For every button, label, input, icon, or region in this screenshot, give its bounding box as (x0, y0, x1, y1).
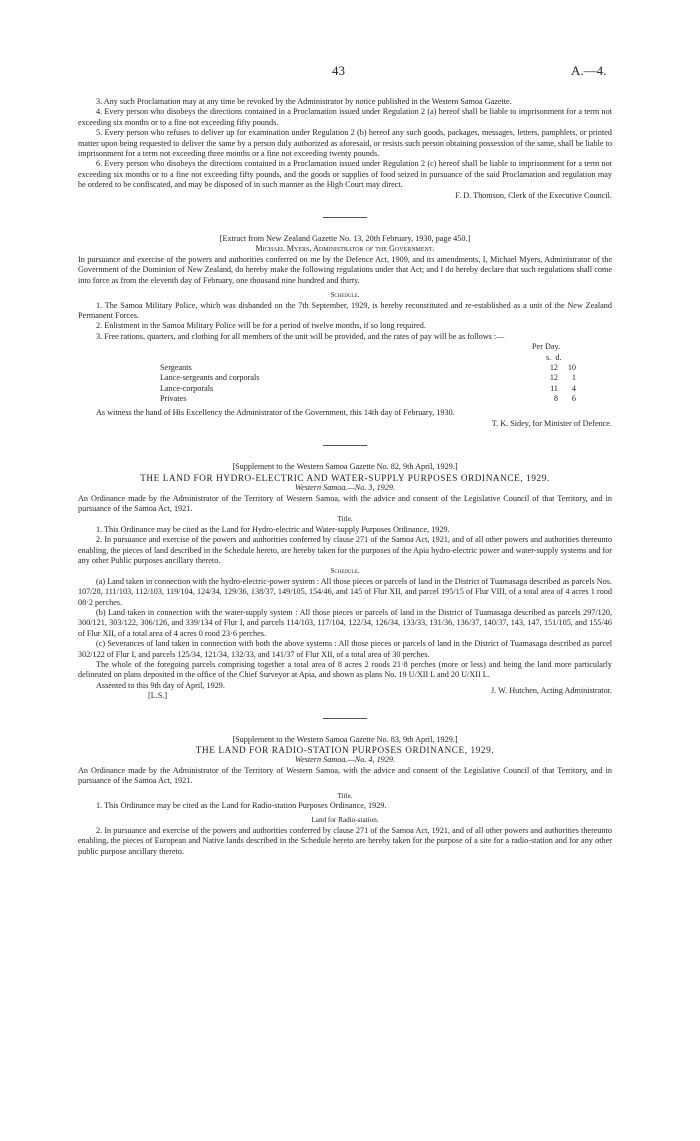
pence-cell: 1 (571, 373, 576, 383)
rank-cell: Lance-sergeants and corporals (160, 373, 260, 383)
ordinance-title: THE LAND FOR RADIO-STATION PURPOSES ORDINANCE, 1929. (195, 745, 495, 756)
schedule-item: 1. The Samoa Military Police, which was disbanded on the 7th September, 1929, is hereby reconstituted and re-established as a unit of the New Zealand Permanent Forces. (78, 300, 612, 320)
preamble: An Ordinance made by the Administrator of the Territory of Western Samoa, with the advice and consent of the Legislative Council of that Territory, and in pursuance of the Samoa Act, 1921. (78, 765, 612, 786)
per-day-label: Per Day. (532, 342, 561, 352)
paragraph: 1. This Ordinance may be cited as the Land for Radio-station Purposes Ordinance, 1929. (96, 801, 387, 811)
paragraph: 3. Any such Proclamation may at any time be revoked by the Administrator by notice published in the Western Samoa Gazette. (96, 97, 512, 106)
signature: T. K. Sidey, for Minister of Defence. (491, 418, 612, 428)
land-heading: Land for Radio-station. (311, 816, 379, 825)
signature: J. W. Hutchen, Acting Administrator. (491, 685, 612, 695)
shillings-cell: 12 (549, 362, 558, 372)
witness-line: As witness the hand of His Excellency the Administrator of the Government, this 14th day of February, 1930. (96, 408, 455, 418)
regulations-continuation (78, 97, 612, 201)
pence-cell: 10 (567, 362, 576, 372)
pence-cell: 4 (571, 383, 576, 393)
paragraph: 1. This Ordinance may be cited as the Land for Hydro-electric and Water-supply Purposes Ordinance, 1929. (96, 524, 450, 534)
rank-cell: Sergeants (160, 362, 192, 372)
rank-cell: Lance-corporals (160, 383, 214, 393)
document-reference: A.—4. (571, 63, 607, 78)
table-row (160, 394, 618, 404)
rank-cell: Privates (160, 394, 187, 404)
schedule-item: (b) Land taken in connection with the water-supply system : All those pieces or parcels of land in the District of Tuamasaga described as parcels 297/120, 300/121, 303/122, 306/126, and 339/134 of Flur I, and parcels 114/103, 117/104, 122/34, 126/34, 133/33, 131/36, 136/37, 140/37, 143, 147, 151/105, and 155/46 of Flur XII, of a total area of 4 acres 0 rood 23·6 perches. (78, 607, 612, 638)
paragraph: 5. Every person who refuses to deliver up for examination under Regulation 2 (b) hereof any such goods, packages, messages, letters, pamphlets, or printed matter upon being requested to deliver the same by a person duly authorized as aforesaid, or resists such person obtaining possession of the same, shall be liable to imprisonment for a term not exceeding three months or a fine not exceeding twenty pounds. (78, 128, 612, 159)
gazette-supplement-note: [Supplement to the Western Samoa Gazette No. 83, 9th April, 1929.] (232, 734, 458, 744)
page-body (78, 97, 612, 857)
military-police-regulations (78, 234, 612, 429)
signature: F. D. Thomson, Clerk of the Executive Council. (455, 190, 612, 200)
preamble: An Ordinance made by the Administrator of the Territory of Western Samoa, with the advice and consent of the Legislative Council of that Territory, and in pursuance of the Samoa Act, 1921. (78, 493, 612, 513)
intro-paragraph: In pursuance and exercise of the powers and authorities conferred on me by the Defence Act, 1909, and its amendments, I, Michael Myers, Administrator of the Government of the Dominion of New Zealand, do hereby make the following regulations under that Act; and I do hereby declare that such regulations shall come into force as from the eleventh day of February, one thousand nine hundred and thirty. (78, 254, 612, 285)
schedule-item: 2. Enlistment in the Samoa Military Police will be for a period of twelve months, if so long required. (96, 321, 426, 331)
assent-line: Assented to this 9th day of April, 1929. (96, 680, 225, 690)
page-number: 43 (332, 63, 345, 78)
seal-mark: [L.S.] (148, 691, 168, 701)
shillings-cell: 8 (553, 394, 558, 404)
schedule-item: 3. Free rations, quarters, and clothing for all members of the unit will be provided, and the rates of pay will be as follows :— (96, 331, 505, 341)
shillings-label: s. (546, 352, 552, 362)
title-heading: Title. (337, 791, 353, 800)
schedule-heading: Schedule. (330, 291, 360, 300)
gazette-extract-note: [Extract from New Zealand Gazette No. 13, 20th February, 1930, page 450.] (219, 234, 471, 244)
table-row (160, 373, 618, 383)
ordinance-number: Western Samoa.—No. 4, 1929. (295, 755, 395, 765)
schedule-item: The whole of the foregoing parcels comprising together a total area of 8 acres 2 roods 21·8 perches (more or less) and being the land more particularly delineated on plans deposited in the office of the Chief Surveyor at Apia, and shown as plans No. 19 U/XII L and 20 U/XII L. (78, 660, 612, 680)
hydro-electric-ordinance (78, 462, 612, 701)
paragraph: 2. In pursuance and exercise of the powers and authorities conferred by clause 271 of the Samoa Act, 1921, and of all other powers and authorities thereunto enabling, the pieces of European and Native lands described in the Schedule hereto are hereby taken for the purpose of a site for a radio-station and for any other public purpose ancillary thereto. (78, 825, 612, 856)
ordinance-number: Western Samoa.—No. 3, 1929. (295, 483, 395, 493)
shillings-cell: 11 (550, 383, 558, 393)
table-row (160, 384, 618, 394)
pence-cell: 6 (571, 394, 576, 404)
paragraph: 2. In pursuance and exercise of the powers and authorities conferred by clause 271 of the Samoa Act, 1921, and of all other powers and authorities thereunto enabling, the pieces of land described in the Schedule hereto, are hereby taken for the purposes of the Apia hydro-electric power and water-supply systems and for any other Public purposes ancillary thereto. (78, 535, 612, 565)
pay-table (160, 342, 618, 404)
table-row (160, 363, 618, 373)
schedule-heading: Schedule. (330, 567, 360, 576)
title-heading: Title. (337, 515, 353, 524)
radio-station-ordinance (78, 735, 612, 857)
paragraph: 4. Every person who disobeys the directions contained in a Proclamation issued under Regulation 2 (a) hereof shall be liable to imprisonment for a term not exceeding six months or to a fine not exceeding fifty pounds. (78, 107, 612, 127)
paragraph: 6. Every person who disobeys the directions contained in a Proclamation issued under Regulation 2 (c) hereof shall be liable to imprisonment for a term not exceeding six months or to a fine not exceeding fifty pounds, and the goods or supplies of food seized in pursuance of the said Proclamation and regulation may be ordered to be confiscated, and may be disposed of in such manner as the High Court may direct. (78, 159, 612, 190)
ordinance-title: THE LAND FOR HYDRO-ELECTRIC AND WATER-SUPPLY PURPOSES ORDINANCE, 1929. (140, 472, 550, 483)
schedule-item: (a) Land taken in connection with the hydro-electric-power system : All those pieces or parcels of land in the District of Tuamasaga described as parcels Nos. 107/28, 111/103, 112/103, 119/104, 124/34, 129/36, 138/37, 149/105, 154/46, and 145 of Flur XII, and parcel 195/15 of Flur VIII, of a total area of 4 acres 1 rood 08·2 perches. (78, 576, 612, 607)
schedule-item: (c) Severances of land taken in connection with both the above systems : All those pieces or parcels of land in the District of Tuamasaga described as parcel 302/122 of Flur I, and parcels 125/34, 121/34, 132/33, and 141/37 of Flur XII, of a total area of 30 perches. (78, 639, 612, 659)
pence-label: d. (555, 352, 562, 362)
pay-table-header (160, 342, 618, 363)
gazette-supplement-note: [Supplement to the Western Samoa Gazette No. 82, 9th April, 1929.] (232, 462, 458, 472)
administrator-line: Michael Myers, Administrator of the Government. (255, 244, 435, 254)
assent-block (78, 681, 612, 702)
shillings-cell: 12 (549, 373, 558, 383)
